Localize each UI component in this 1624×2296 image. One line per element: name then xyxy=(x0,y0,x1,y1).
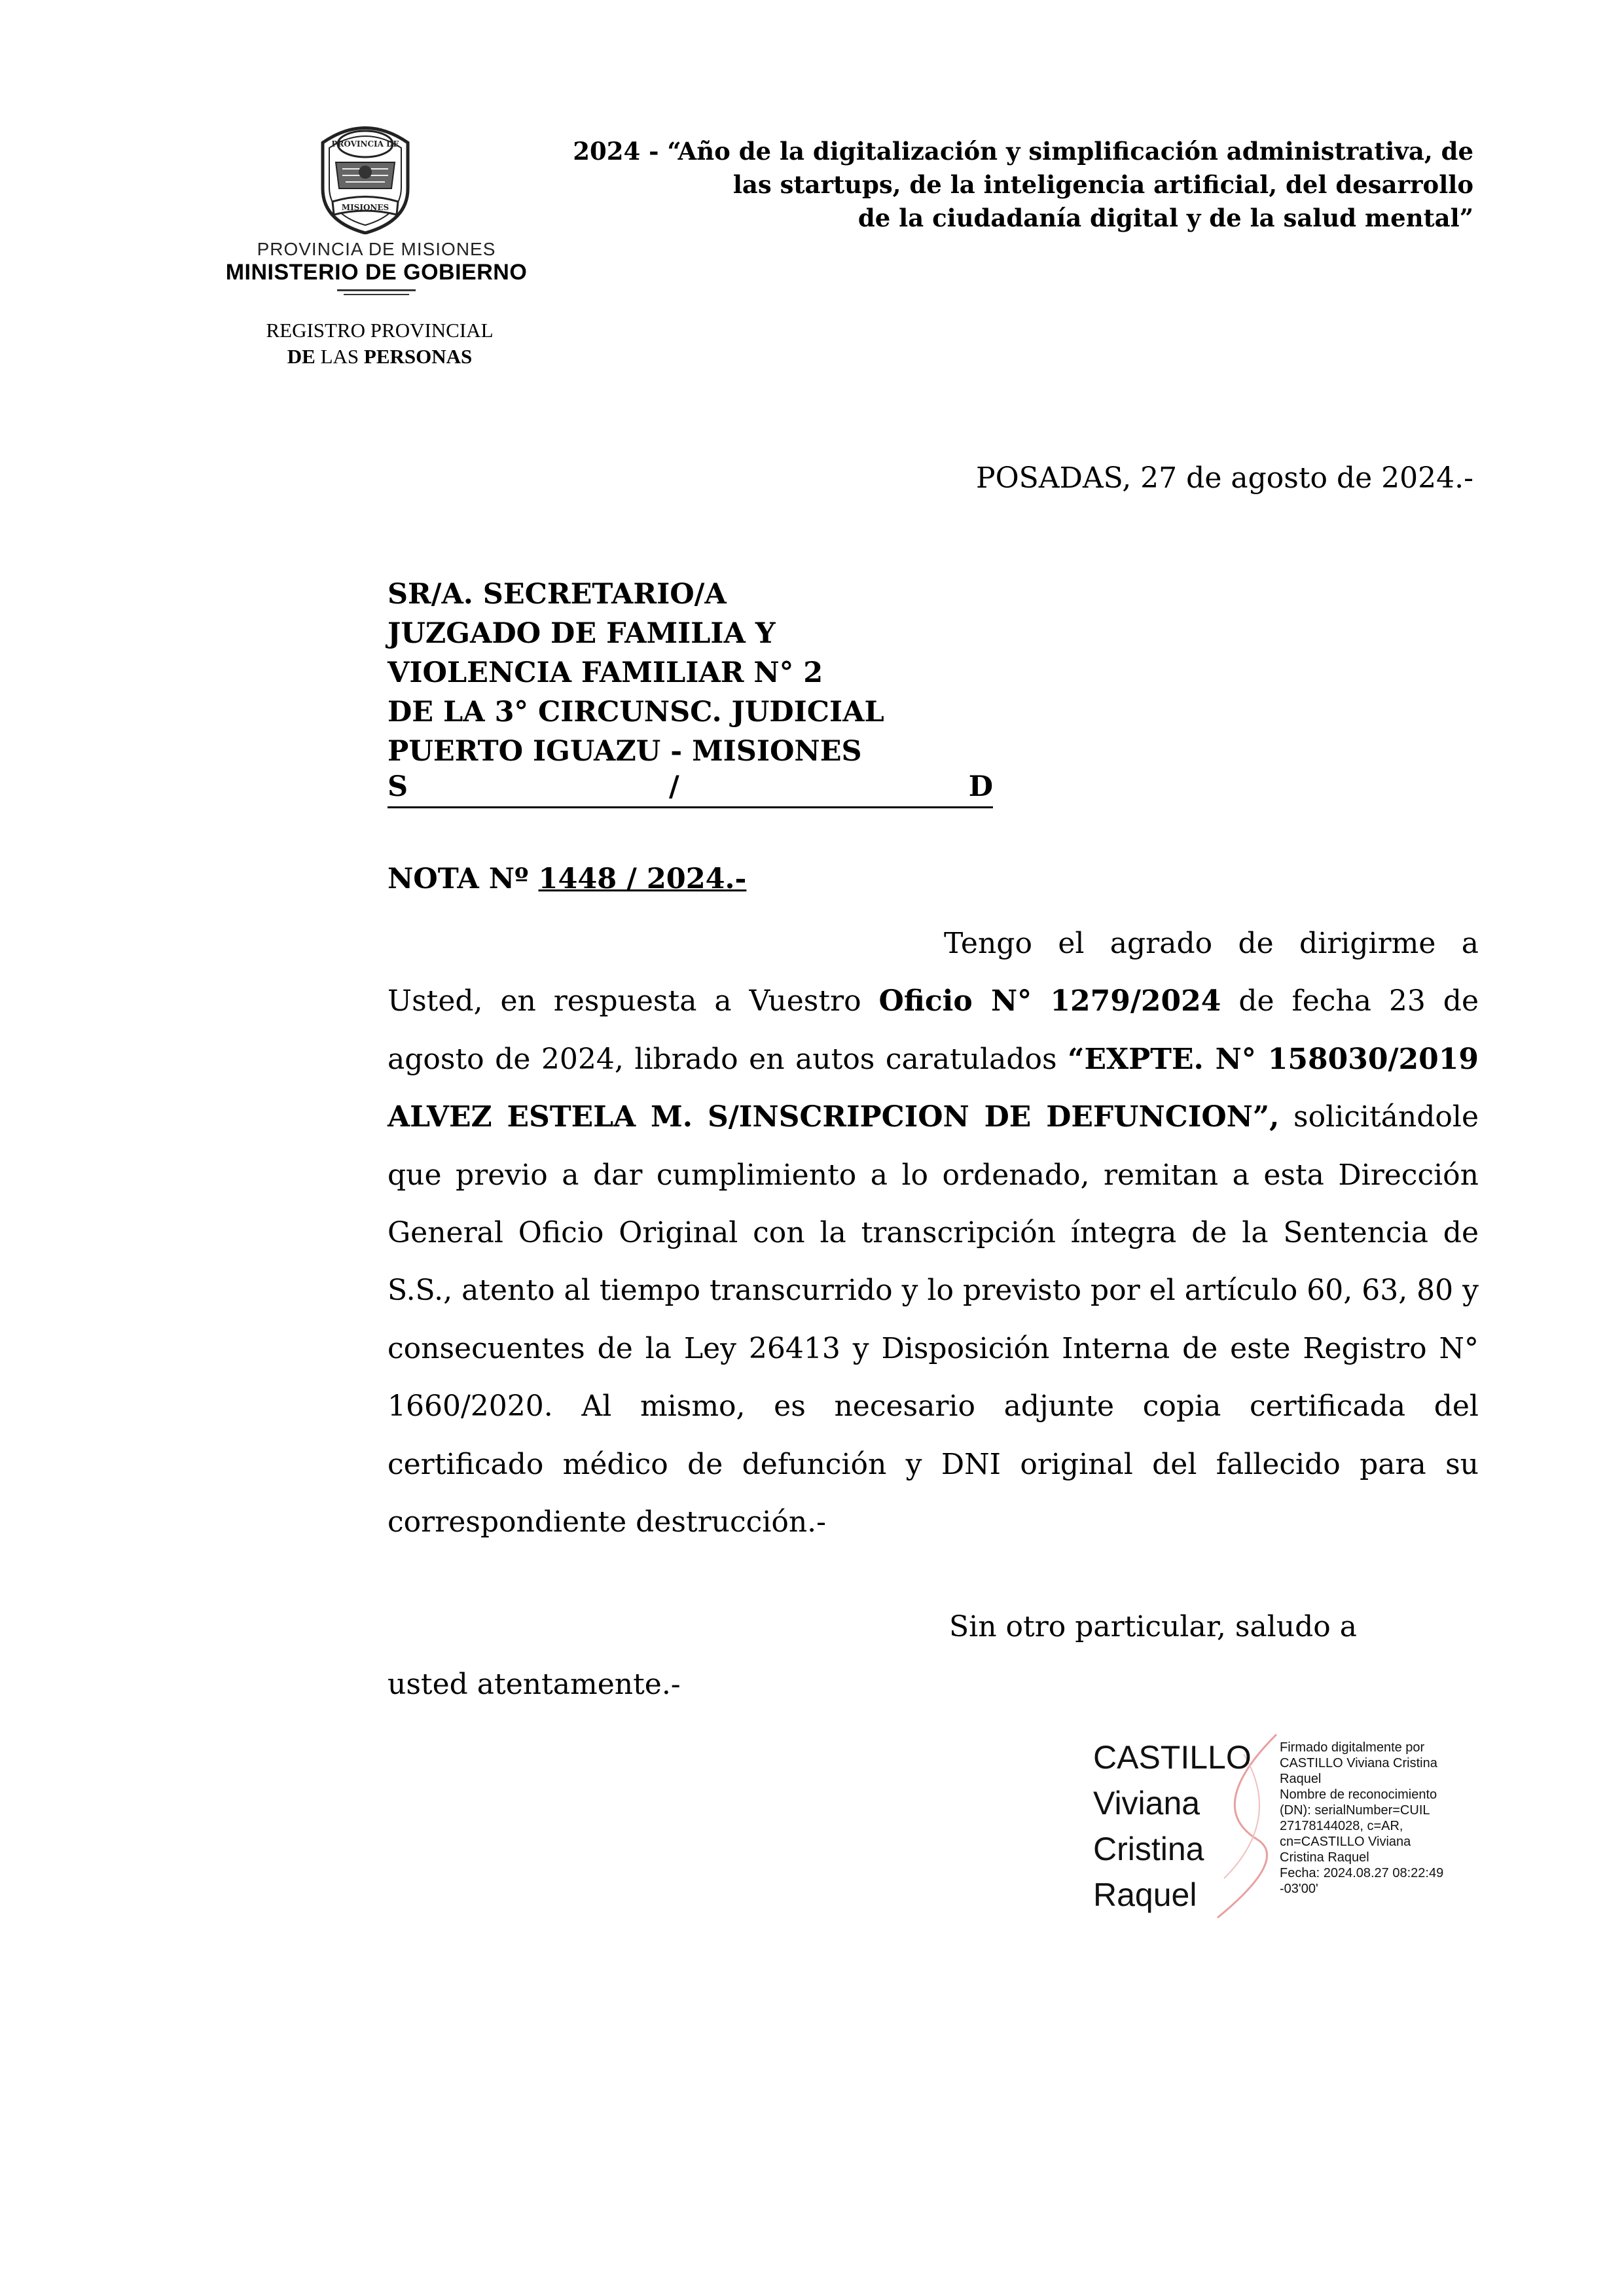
motto-line-1: 2024 - “Año de la digitalización y simplificación administrativa, de xyxy=(573,137,1473,166)
sd-slash: / xyxy=(669,770,679,803)
seal-text-bottom: MISIONES xyxy=(341,203,389,212)
note-number-value: 1448 / 2024.- xyxy=(538,863,747,895)
addressee-line: DE LA 3° CIRCUNSC. JUDICIAL xyxy=(388,696,884,728)
addressee-block xyxy=(388,575,884,771)
oficio-reference: Oficio N° 1279/2024 xyxy=(878,984,1221,1018)
signature-name-line: CASTILLO xyxy=(1093,1739,1252,1776)
digital-signature-details xyxy=(1280,1740,1476,1897)
addressee-line: SR/A. SECRETARIO/A xyxy=(388,578,727,611)
signature-info-line: cn=CASTILLO Viviana xyxy=(1280,1835,1411,1849)
divider xyxy=(344,294,409,295)
addressee-line: JUZGADO DE FAMILIA Y xyxy=(388,617,776,650)
body-text-2: de fecha 23 de agosto de 2024, librado en autos caratulados xyxy=(388,984,1479,1076)
province-name: PROVINCIA DE MISIONES xyxy=(257,239,496,259)
sd-line xyxy=(388,767,993,808)
registry-name xyxy=(223,317,537,370)
signature-name-line: Viviana xyxy=(1093,1785,1200,1821)
case-title: “EXPTE. N° 158030/2019 ALVEZ ESTELA M. S/INSCRIPCION DE DEFUNCION”, xyxy=(388,1042,1479,1134)
motto-line-3: de la ciudadanía digital y de la salud mental” xyxy=(857,204,1473,232)
closing-line-2: usted atentamente.- xyxy=(388,1668,681,1701)
note-prefix: NOTA Nº xyxy=(388,863,539,895)
signature-name-line: Cristina xyxy=(1093,1831,1204,1867)
signature-info-line: (DN): serialNumber=CUIL xyxy=(1280,1803,1430,1818)
digital-signature-name xyxy=(1093,1734,1252,1918)
letter-body xyxy=(388,915,1479,1551)
year-motto xyxy=(492,135,1473,235)
signature-info-line: Cristina Raquel xyxy=(1280,1850,1369,1865)
signature-info-line: Fecha: 2024.08.27 08:22:49 xyxy=(1280,1866,1444,1880)
addressee-line: VIOLENCIA FAMILIAR N° 2 xyxy=(388,656,823,689)
body-text-3: solicitándole que previo a dar cumplimiento a lo ordenado, remitan a esta Dirección General Oficio Original con la transcripción íntegra de la Sentencia de S.S., atento al tiempo transcurrido y lo previsto por el artículo 60, 63, 80 y consecuentes de la Ley 26413 y Disposición Interna de este Registro N° 1660/2020. Al mismo, es necesario adjunte copia certificada del certificado médico de defunción y DNI original del fallecido para su correspondiente destrucción.- xyxy=(388,1100,1479,1539)
body-text-1: Tengo el agrado de dirigirme a Usted, en respuesta a Vuestro xyxy=(388,927,1479,1018)
signature-info-line: CASTILLO Viviana Cristina xyxy=(1280,1756,1437,1770)
sd-d: D xyxy=(968,770,993,803)
signature-info-line: Firmado digitalmente por xyxy=(1280,1740,1425,1755)
divider xyxy=(337,289,416,291)
registry-line-2: DE LAS PERSONAS xyxy=(287,345,473,368)
signature-info-line: 27178144028, c=AR, xyxy=(1280,1819,1403,1833)
signature-info-line: -03'00' xyxy=(1280,1882,1318,1896)
closing-line-1: Sin otro particular, saludo a xyxy=(949,1610,1357,1643)
sd-s: S xyxy=(388,770,408,803)
addressee-line: PUERTO IGUAZU - MISIONES xyxy=(388,735,862,768)
ministry-block xyxy=(223,239,530,295)
note-number xyxy=(388,863,746,895)
ministry-name: MINISTERIO DE GOBIERNO xyxy=(225,260,528,285)
motto-line-2: las startups, de la inteligencia artificial, del desarrollo xyxy=(732,170,1473,199)
signature-name-line: Raquel xyxy=(1093,1876,1197,1913)
signature-info-line: Raquel xyxy=(1280,1772,1322,1786)
signature-info-line: Nombre de reconocimiento xyxy=(1280,1787,1437,1802)
registry-line-1: REGISTRO PROVINCIAL xyxy=(266,319,494,342)
date-line: POSADAS, 27 de agosto de 2024.- xyxy=(975,461,1473,495)
province-seal-logo xyxy=(313,117,418,234)
seal-text-top: PROVINCIA DE xyxy=(331,139,399,149)
